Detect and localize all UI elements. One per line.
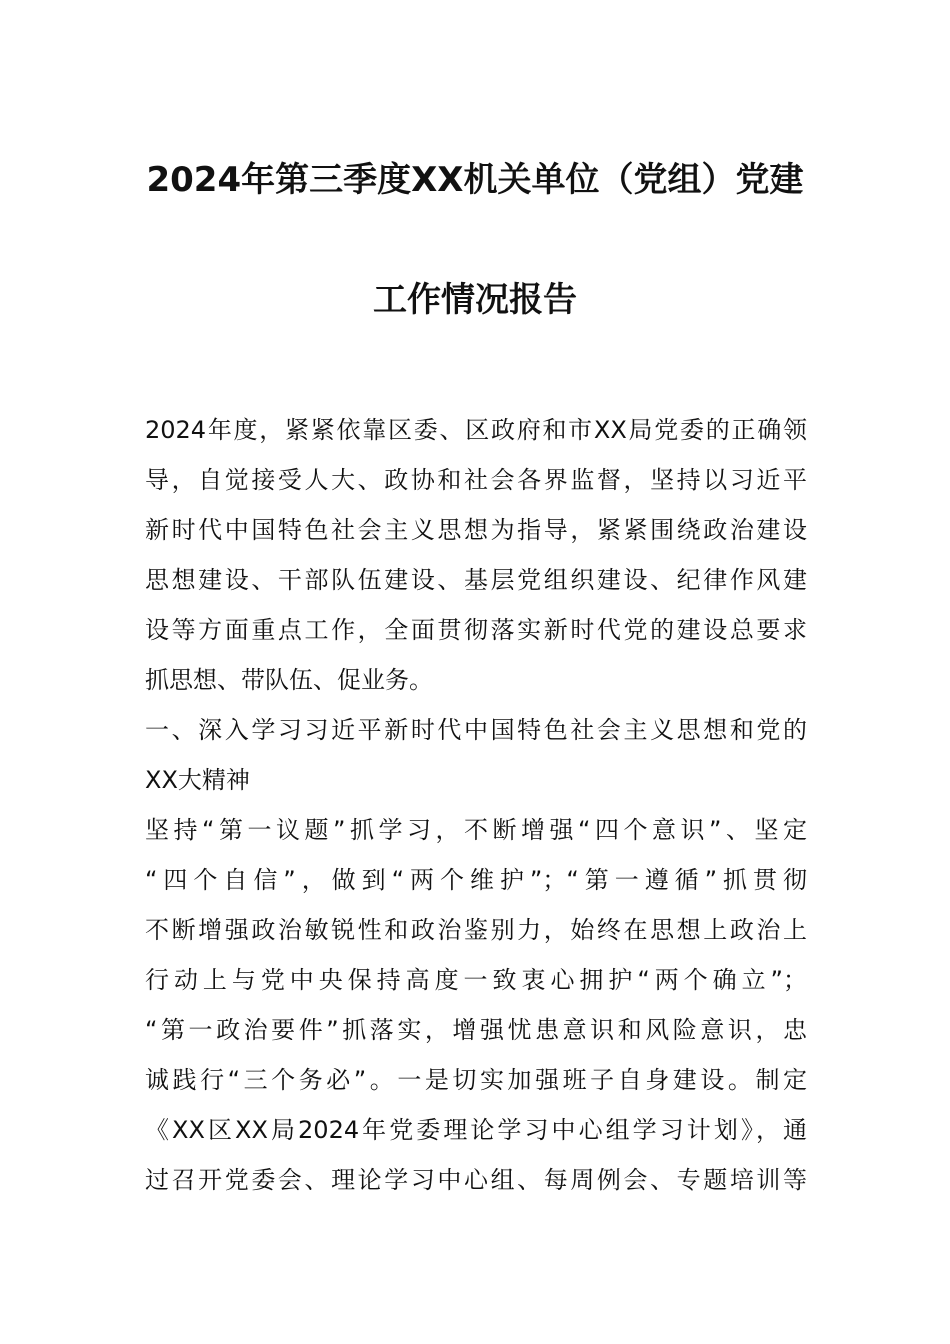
document-title-line-1: 2024年第三季度XX机关单位（党组）党建 bbox=[146, 160, 804, 200]
section-heading-line: 一、深入学习习近平新时代中国特色社会主义思想和党的 bbox=[145, 716, 807, 744]
section-heading-line: XX大精神 bbox=[145, 766, 250, 794]
body-paragraph-line: 《XX区XX局2024年党委理论学习中心组学习计划》，通 bbox=[145, 1116, 807, 1144]
body-paragraph-line: 诚践行“三个务必”。一是切实加强班子自身建设。制定 bbox=[145, 1066, 807, 1094]
body-paragraph-line: 行动上与党中央保持高度一致衷心拥护“两个确立”； bbox=[145, 966, 807, 994]
body-paragraph-line: 不断增强政治敏锐性和政治鉴别力，始终在思想上政治上 bbox=[145, 916, 807, 944]
body-paragraph-line: 抓思想、带队伍、促业务。 bbox=[145, 666, 433, 694]
body-paragraph-line: 设等方面重点工作，全面贯彻落实新时代党的建设总要求 bbox=[145, 616, 807, 644]
body-paragraph-line: 坚持“第一议题”抓学习，不断增强“四个意识”、坚定 bbox=[145, 816, 807, 844]
body-paragraph-line: “第一政治要件”抓落实，增强忧患意识和风险意识，忠 bbox=[145, 1016, 807, 1044]
body-paragraph-line: “四个自信”，做到“两个维护”；“第一遵循”抓贯彻 bbox=[145, 866, 807, 894]
body-paragraph-line: 2024年度，紧紧依靠区委、区政府和市XX局党委的正确领 bbox=[145, 416, 807, 444]
body-paragraph-line: 思想建设、干部队伍建设、基层党组织建设、纪律作风建 bbox=[145, 566, 807, 594]
body-paragraph-line: 过召开党委会、理论学习中心组、每周例会、专题培训等 bbox=[145, 1166, 807, 1194]
body-paragraph-line: 导，自觉接受人大、政协和社会各界监督，坚持以习近平 bbox=[145, 466, 807, 494]
body-paragraph-line: 新时代中国特色社会主义思想为指导，紧紧围绕政治建设 bbox=[145, 516, 807, 544]
document-title-line-2: 工作情况报告 bbox=[373, 280, 577, 320]
